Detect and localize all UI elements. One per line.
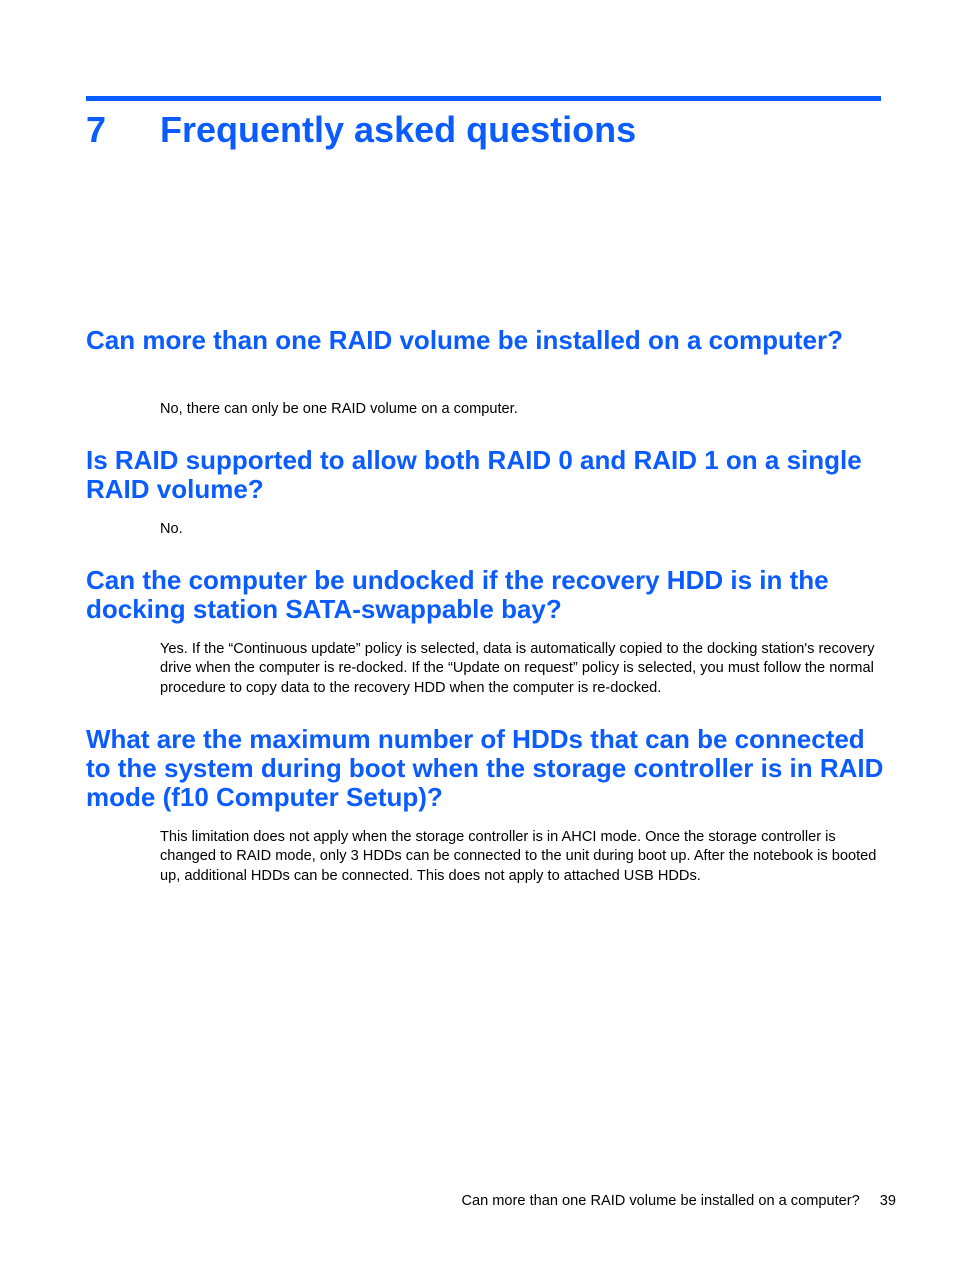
faq-question: Is RAID supported to allow both RAID 0 and RAID 1 on a single RAID volume? (86, 445, 862, 504)
page-footer (461, 1192, 896, 1211)
faq-question: What are the maximum number of HDDs that can be connected to the system during boot when the storage controller is in RAID mode (f10 Computer Setup)? (86, 724, 884, 812)
footer-section-title: Can more than one RAID volume be installed on a computer? (461, 1193, 860, 1209)
faq-question: Can the computer be undocked if the recovery HDD is in the docking station SATA-swappable bay? (86, 565, 829, 624)
chapter-title: Frequently asked questions (160, 109, 637, 150)
faq-answer: Yes. If the “Continuous update” policy is selected, data is automatically copied to the docking station's recovery drive when the computer is re-docked. If the “Update on request” policy is selected, you must follow the normal procedure to copy data to the recovery HDD when the computer is re-docked. (160, 641, 875, 696)
faq-answer: This limitation does not apply when the storage controller is in AHCI mode. Once the storage controller is changed to RAID mode, only 3 HDDs can be connected to the unit during boot up. After the notebook is booted up, additional HDDs can be connected. This does not apply to attached USB HDDs. (160, 829, 877, 884)
faq-question: Can more than one RAID volume be installed on a computer? (86, 325, 843, 355)
faq-answer: No. (160, 521, 183, 537)
chapter-rule (86, 96, 881, 101)
chapter-number: 7 (86, 109, 107, 150)
page-number: 39 (879, 1193, 896, 1209)
faq-answer: No, there can only be one RAID volume on a computer. (160, 401, 518, 417)
chapter-heading (86, 108, 636, 152)
